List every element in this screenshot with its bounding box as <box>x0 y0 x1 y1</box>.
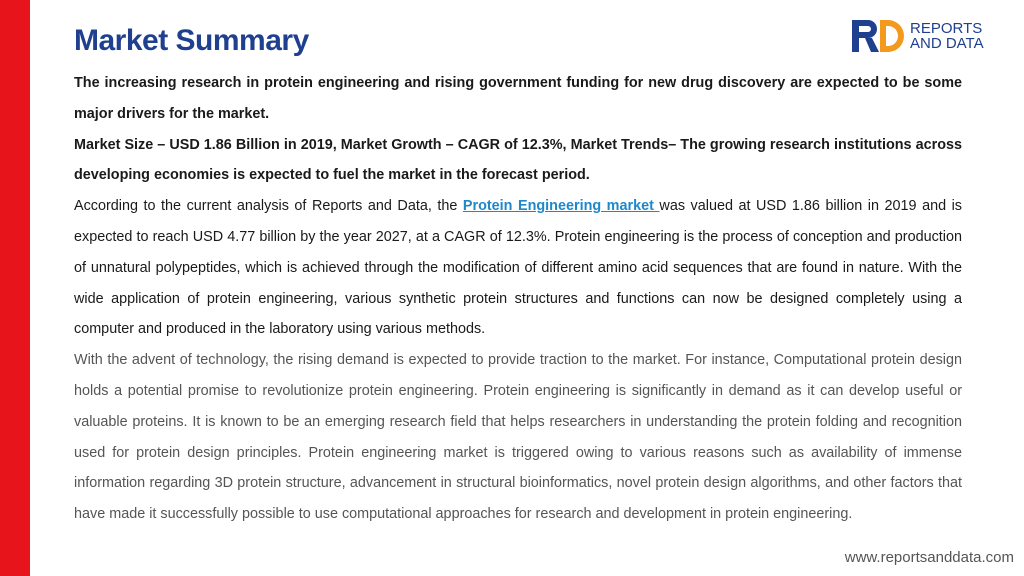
logo-text-reports: REPORTS <box>910 20 983 37</box>
footer-website-url: www.reportsanddata.com <box>844 549 1014 566</box>
summary-paragraph-analysis <box>74 191 962 345</box>
rd-logo-icon <box>852 20 904 52</box>
logo-text-and-data: AND DATA <box>910 35 984 52</box>
analysis-text-intro: According to the current analysis of Reports and Data, the <box>74 198 463 215</box>
left-accent-bar <box>0 0 30 576</box>
market-summary-body <box>74 68 962 530</box>
summary-paragraph-drivers: The increasing research in protein engineering and rising government funding for new drug discovery are expected to be some major drivers for the market. <box>74 75 962 122</box>
protein-engineering-market-link[interactable]: Protein Engineering market <box>462 198 660 215</box>
summary-paragraph-market-size: Market Size – USD 1.86 Billion in 2019, Market Growth – CAGR of 12.3%, Market Trends– The growing research institutions across developing economies is expected to fuel the market in the forecast period. <box>74 136 962 184</box>
page-title: Market Summary <box>74 24 309 57</box>
analysis-text-body: was valued at USD 1.86 billion in 2019 and is expected to reach USD 4.77 billion by the year 2027, at a CAGR of 12.3%. Protein engineering is the process of conception and production of unnatural polypeptides, which is achieved through the modification of different amino acid sequences that are found in nature. With the wide application of protein engineering, various synthetic protein structures and functions can now be designed completely using a computer and produced in the laboratory using various methods. <box>74 198 963 338</box>
summary-paragraph-technology: With the advent of technology, the rising demand is expected to provide traction to the market. For instance, Computational protein design holds a potential promise to revolutionize protein engineering. Protein engineering is significantly in demand as it can develop useful or valuable proteins. It is known to be an emerging research field that helps researchers in understanding the protein folding and recognition used for protein design principles. Protein engineering market is triggered owing to various reasons such as availability of immense information regarding 3D protein structure, advancement in structural bioinformatics, novel protein design algorithms, and other factors that have made it successfully possible to use computational approaches for research and development in protein engineering. <box>74 352 962 523</box>
reports-and-data-logo <box>852 18 984 54</box>
